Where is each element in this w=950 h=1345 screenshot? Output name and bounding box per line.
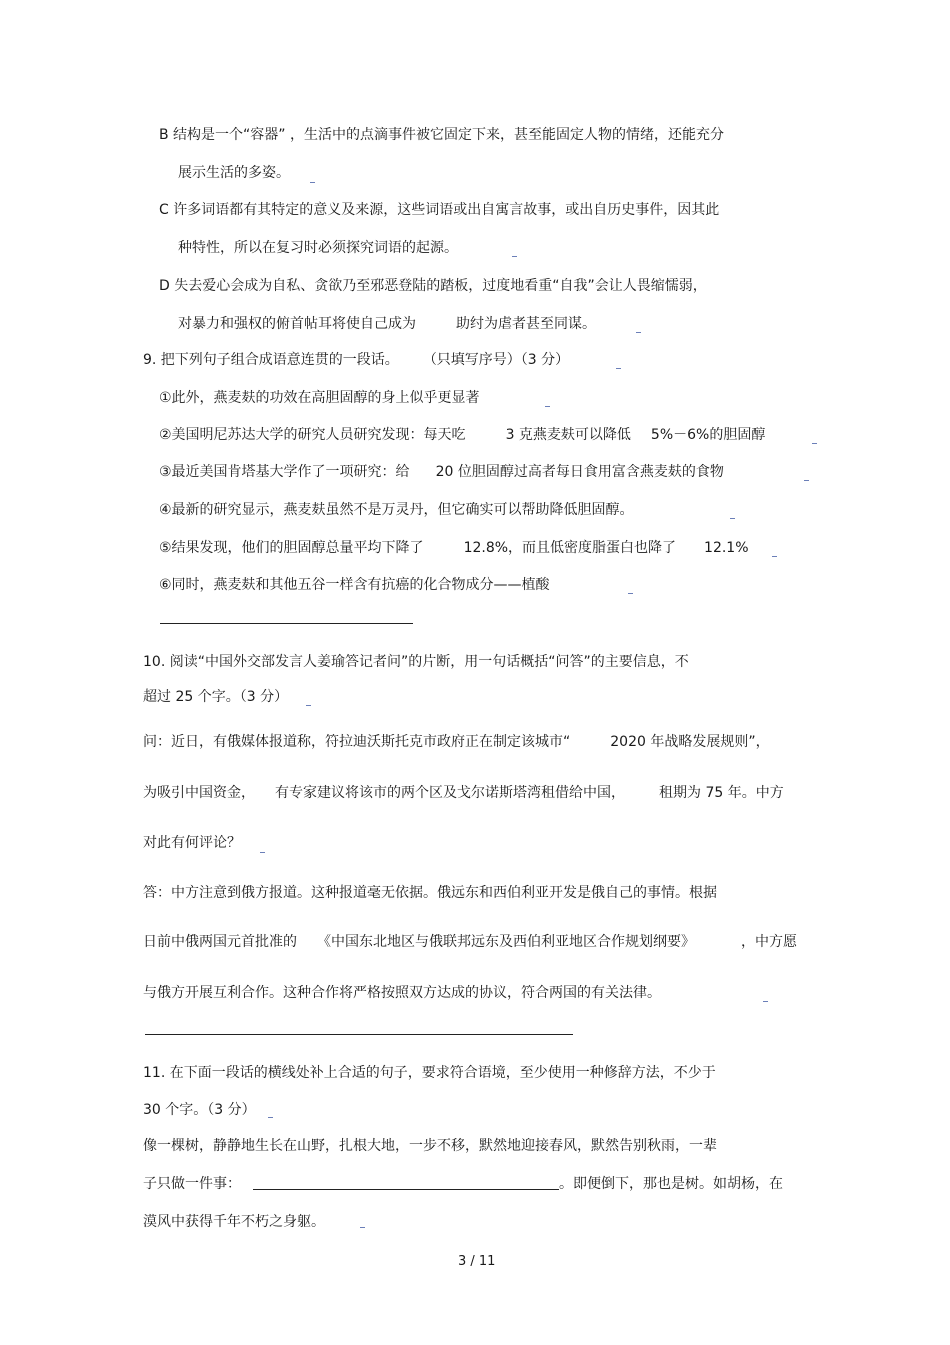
blank-mark [306,705,311,706]
q10-question-line3: 对此有何评论？ [143,835,241,851]
blank-mark [260,852,265,853]
q10-answer-line1: 答：中方注意到俄方报道。这种报道毫无依据。俄远东和西伯利亚开发是俄自己的事情。根据 [143,885,717,901]
q10-prompt-line2: 超过 25 个字。（3 分） [143,689,289,705]
blank-mark [804,480,809,481]
q10-answer-line3: 与俄方开展互利合作。这种合作将严格按照双方达成的协议，符合两国的有关法律。 [143,985,661,1001]
blank-mark [360,1227,365,1228]
page-number: 3 / 11 [458,1254,496,1269]
option-d-line1: D 失去爱心会成为自私、贪欲乃至邪恶登陆的踏板，过度地看重“自我”会让人畏缩懦弱， [159,278,707,294]
q9-sentence-5: ⑤结果发现，他们的胆固醇总量平均下降了 12.8%，而且低密度脂蛋白也降了 12.1% [159,540,749,556]
option-c-line1: C 许多词语都有其特定的意义及来源，这些词语或出自寓言故事，或出自历史事件，因其此 [159,202,720,218]
q10-question-line2: 为吸引中国资金， 有专家建议将该市的两个区及戈尔诺斯塔湾租借给中国， 租期为 75 年。中方 [143,785,784,801]
q11-passage-line1: 像一棵树，静静地生长在山野，扎根大地，一步不移，默然地迎接春风，默然告别秋雨，一辈 [143,1138,717,1154]
q10-answer-line2: 日前中俄两国元首批准的 《中国东北地区与俄联邦远东及西伯利亚地区合作规划纲要》 ，中方愿 [143,934,797,950]
q10-question-line1: 问：近日，有俄媒体报道称，符拉迪沃斯托克市政府正在制定该城市“ 2020 年战略发展规则”， [143,734,770,750]
option-d-line2: 对暴力和强权的俯首帖耳将使自己成为 助纣为虐者甚至同谋。 [178,316,596,332]
blank-mark [545,406,550,407]
q11-passage-line2: 子只做一件事： 。即便倒下，那也是树。如胡杨，在 [143,1176,783,1192]
option-b-line1: B 结构是一个“容器” ，生活中的点滴事件被它固定下来，甚至能固定人物的情绪，还能充分 [159,127,725,143]
q11-prompt-line1: 11. 在下面一段话的横线处补上合适的句子，要求符合语境，至少使用一种修辞方法，不少于 [143,1065,716,1081]
q9-sentence-6: ⑥同时，燕麦麸和其他五谷一样含有抗癌的化合物成分——植酸 [159,577,550,593]
blank-mark [730,518,735,519]
q11-prompt-line2: 30 个字。（3 分） [143,1102,256,1118]
q10-prompt-line1: 10. 阅读“中国外交部发言人姜瑜答记者问”的片断，用一句话概括“问答”的主要信息，不 [143,654,689,670]
option-c-line2: 种特性，所以在复习时必须探究词语的起源。 [178,240,458,256]
blank-mark [310,182,315,183]
q9-answer-line[interactable] [160,623,413,624]
blank-mark [616,368,621,369]
q9-sentence-1: ①此外，燕麦麸的功效在高胆固醇的身上似乎更显著 [159,390,480,406]
q9-sentence-3: ③最近美国肯塔基大学作了一项研究：给 20 位胆固醇过高者每日食用富含燕麦麸的食物 [159,464,724,480]
blank-mark [812,443,817,444]
q11-fill-blank[interactable] [253,1175,559,1190]
q9-sentence-2: ②美国明尼苏达大学的研究人员研究发现：每天吃 3 克燕麦麸可以降低 5%－6%的胆固醇 [159,427,766,443]
blank-mark [512,256,517,257]
q11-passage-line3: 漠风中获得千年不朽之身躯。 [143,1214,325,1230]
q10-answer-line[interactable] [145,1034,573,1035]
option-b-line2: 展示生活的多姿。 [178,165,290,181]
blank-mark [636,332,641,333]
q9-sentence-4: ④最新的研究显示，燕麦麸虽然不是万灵丹，但它确实可以帮助降低胆固醇。 [159,502,634,518]
blank-mark [763,1001,768,1002]
blank-mark [268,1117,273,1118]
q9-prompt: 9. 把下列句子组合成语意连贯的一段话。 （只填写序号）（3 分） [143,352,570,368]
blank-mark [772,556,777,557]
blank-mark [628,593,633,594]
